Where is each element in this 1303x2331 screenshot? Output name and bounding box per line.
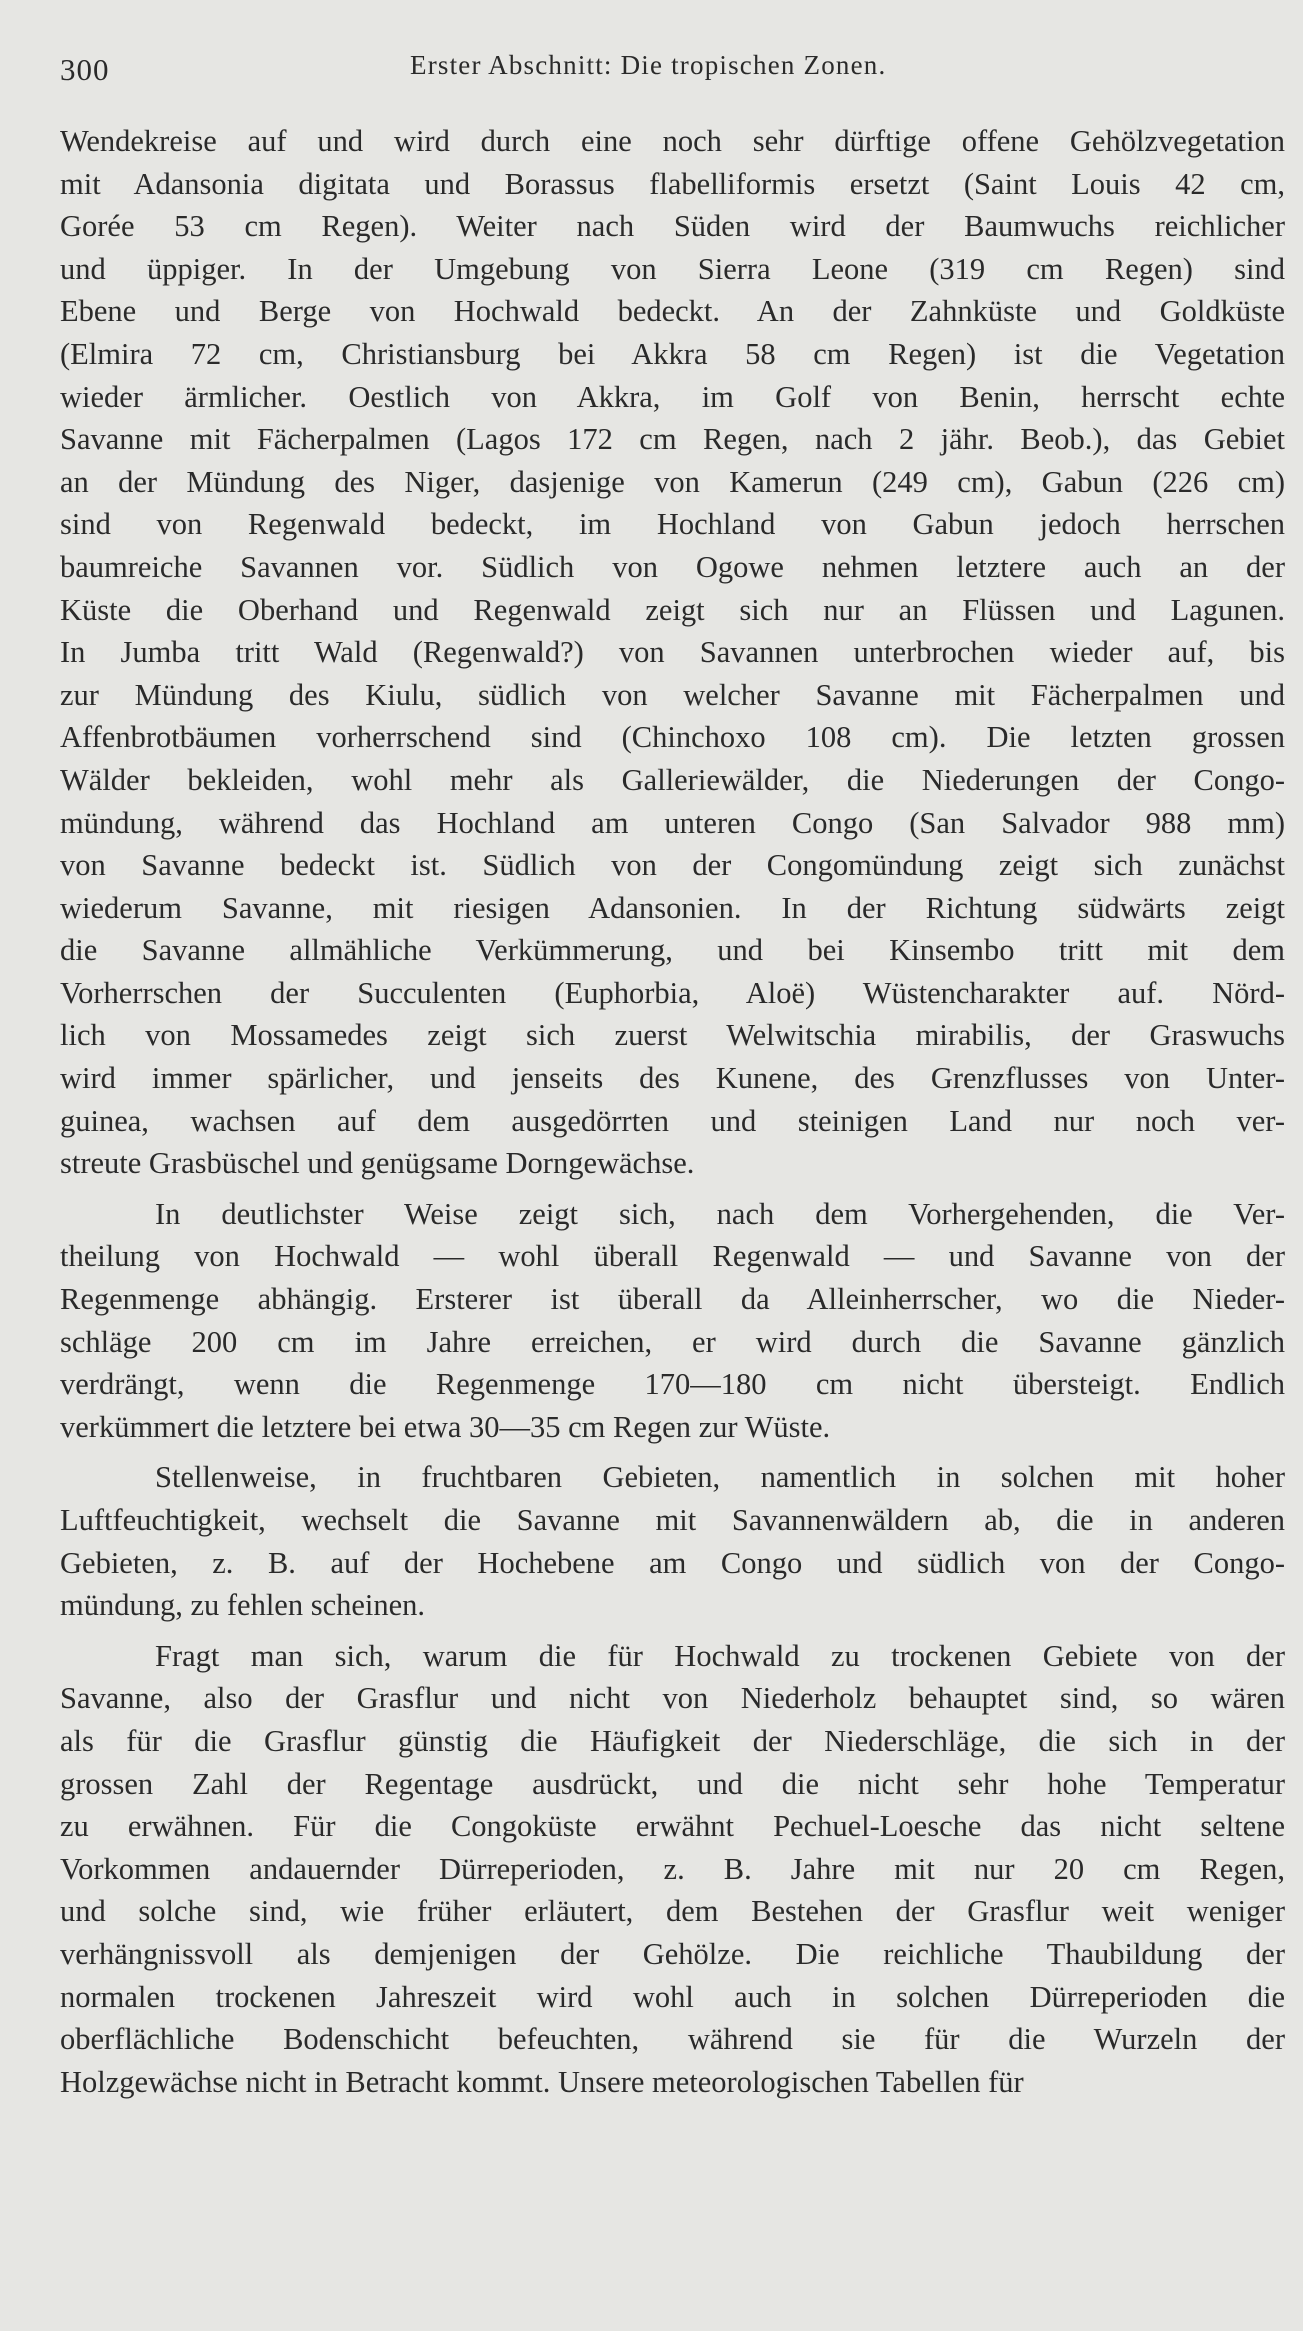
text-line: Fragt man sich, warum die für Hochwald zu trockenen Gebiete von der [155, 1638, 1285, 1673]
text-line: lich von Mossamedes zeigt sich zuerst Welwitschia mirabilis, der Graswuchs [60, 1018, 1285, 1053]
text-line: theilung von Hochwald — wohl überall Regenwald — und Savanne von der [60, 1239, 1285, 1274]
text-line: Vorkommen andauernder Dürreperioden, z. B. Jahre mit nur 20 cm Regen, [60, 1851, 1285, 1886]
text-line: streute Grasbüschel und genügsame Dorngewächse. [60, 1146, 695, 1181]
text-line: Affenbrotbäumen vorherrschend sind (Chinchoxo 108 cm). Die letzten grossen [60, 720, 1285, 755]
page-number: 300 [60, 52, 110, 87]
text-line: In deutlichster Weise zeigt sich, nach dem Vorhergehenden, die Ver- [155, 1196, 1285, 1231]
text-line: und solche sind, wie früher erläutert, dem Bestehen der Grasflur weit weniger [60, 1894, 1285, 1929]
text-line: baumreiche Savannen vor. Südlich von Ogowe nehmen letztere auch an der [60, 549, 1285, 584]
paragraph-gap [60, 1185, 1285, 1193]
text-line: Gebieten, z. B. auf der Hochebene am Congo und südlich von der Congo- [60, 1545, 1285, 1580]
text-line: grossen Zahl der Regentage ausdrückt, und die nicht sehr hohe Temperatur [60, 1766, 1285, 1801]
text-line: wird immer spärlicher, und jenseits des Kunene, des Grenzflusses von Unter- [60, 1061, 1285, 1096]
text-line: (Elmira 72 cm, Christiansburg bei Akkra 58 cm Regen) ist die Vegetation [60, 336, 1285, 371]
text-line: Wälder bekleiden, wohl mehr als Galleriewälder, die Niederungen der Congo- [60, 762, 1285, 797]
text-line: oberflächliche Bodenschicht befeuchten, während sie für die Wurzeln der [60, 2022, 1285, 2057]
text-line: normalen trockenen Jahreszeit wird wohl auch in solchen Dürreperioden die [60, 1979, 1285, 2014]
text-line: sind von Regenwald bedeckt, im Hochland von Gabun jedoch herrschen [60, 507, 1285, 542]
text-line: Wendekreise auf und wird durch eine noch sehr dürftige offene Gehölzvegetation [60, 124, 1285, 158]
text-line: die Savanne allmähliche Verkümmerung, und bei Kinsembo tritt mit dem [60, 933, 1285, 968]
text-line: und üppiger. In der Umgebung von Sierra Leone (319 cm Regen) sind [60, 251, 1285, 286]
paragraph-gap [60, 1448, 1285, 1456]
paragraph [60, 120, 1285, 1185]
text-line: zu erwähnen. Für die Congoküste erwähnt Pechuel-Loesche das nicht seltene [60, 1809, 1285, 1844]
text-line: Vorherrschen der Succulenten (Euphorbia, Aloë) Wüstencharakter auf. Nörd- [60, 975, 1285, 1010]
text-line: Ebene und Berge von Hochwald bedeckt. An der Zahnküste und Goldküste [60, 294, 1285, 329]
text-line: mündung, zu fehlen scheinen. [60, 1588, 426, 1623]
text-line: Küste die Oberhand und Regenwald zeigt sich nur an Flüssen und Lagunen. [60, 592, 1285, 627]
page-header [60, 42, 1285, 87]
body-text [60, 120, 1285, 2103]
text-line: In Jumba tritt Wald (Regenwald?) von Savannen unterbrochen wieder auf, bis [60, 635, 1285, 670]
text-line: von Savanne bedeckt ist. Südlich von der Congomündung zeigt sich zunächst [60, 848, 1285, 883]
text-line: verhängnissvoll als demjenigen der Gehölze. Die reichliche Thaubildung der [60, 1936, 1285, 1971]
text-line: zur Mündung des Kiulu, südlich von welcher Savanne mit Fächerpalmen und [60, 677, 1285, 712]
text-line: guinea, wachsen auf dem ausgedörrten und steinigen Land nur noch ver- [60, 1103, 1285, 1138]
text-line: Stellenweise, in fruchtbaren Gebieten, namentlich in solchen mit hoher [155, 1460, 1285, 1495]
text-line: wieder ärmlicher. Oestlich von Akkra, im Golf von Benin, herrscht echte [60, 379, 1285, 414]
text-line: verdrängt, wenn die Regenmenge 170—180 cm nicht übersteigt. Endlich [60, 1367, 1285, 1402]
text-line: an der Mündung des Niger, dasjenige von Kamerun (249 cm), Gabun (226 cm) [60, 464, 1285, 499]
text-line: wiederum Savanne, mit riesigen Adansonien. In der Richtung südwärts zeigt [60, 890, 1285, 925]
text-line: Savanne mit Fächerpalmen (Lagos 172 cm Regen, nach 2 jähr. Beob.), das Gebiet [60, 422, 1285, 457]
paragraph [60, 1456, 1285, 1626]
text-line: schläge 200 cm im Jahre erreichen, er wird durch die Savanne gänzlich [60, 1324, 1285, 1359]
text-line: Savanne, also der Grasflur und nicht von Niederholz behauptet sind, so wären [60, 1681, 1285, 1716]
paragraph [60, 1193, 1285, 1449]
text-line: Gorée 53 cm Regen). Weiter nach Süden wird der Baumwuchs reichlicher [60, 209, 1285, 244]
paragraph-gap [60, 1627, 1285, 1635]
running-head: Erster Abschnitt: Die tropischen Zonen. [410, 50, 887, 80]
text-line: Regenmenge abhängig. Ersterer ist überall da Alleinherrscher, wo die Nieder- [60, 1282, 1285, 1317]
text-line: mit Adansonia digitata und Borassus flabelliformis ersetzt (Saint Louis 42 cm, [60, 166, 1285, 201]
text-line: verkümmert die letztere bei etwa 30—35 cm Regen zur Wüste. [60, 1409, 831, 1444]
paragraph [60, 1635, 1285, 2104]
text-line: mündung, während das Hochland am unteren Congo (San Salvador 988 mm) [60, 805, 1285, 840]
text-line: Luftfeuchtigkeit, wechselt die Savanne mit Savannenwäldern ab, die in anderen [60, 1503, 1285, 1537]
text-line: als für die Grasflur günstig die Häufigkeit der Niederschläge, die sich in der [60, 1723, 1285, 1758]
text-line: Holzgewächse nicht in Betracht kommt. Unsere meteorologischen Tabellen für [60, 2064, 1024, 2099]
